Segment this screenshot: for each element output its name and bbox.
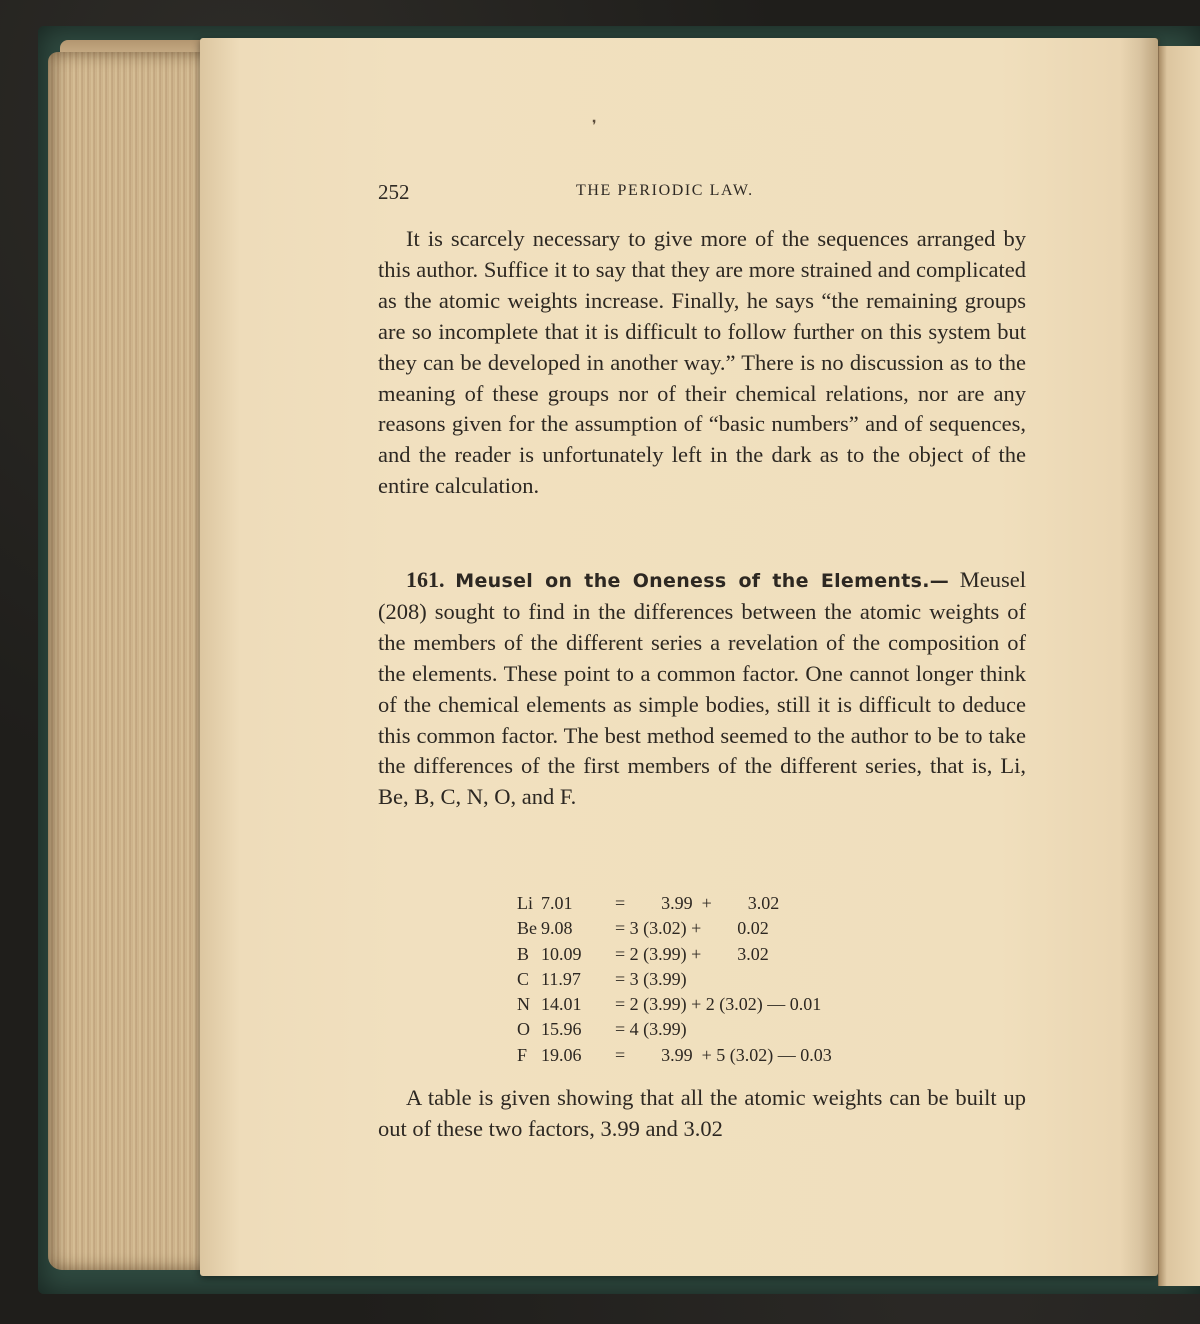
equation-expression: = 3 (3.02) + 0.02 (615, 918, 769, 939)
element-symbol: B (517, 943, 530, 964)
equation-table (517, 893, 917, 1070)
element-symbol: F (517, 1044, 528, 1065)
element-symbol: Li (517, 893, 533, 913)
atomic-weight: 14.01 (541, 994, 582, 1015)
atomic-weight: 15.96 (541, 1019, 582, 1040)
paragraph-text: Meusel (208) sought to find in the differences between the atomic weights of the members of the different series a revelation of the composition of the elements. These point to a common factor. One cannot longer think of the chemical elements as simple bodies, still it is difficult to deduce this common factor. The best method seemed to the author to be to take the differences of the first members of the different series, that is, Li, Be, B, C, N, O, and F. (378, 567, 1027, 810)
element-symbol: Be (517, 918, 537, 939)
equation-row (517, 994, 917, 1019)
equation-expression: = 3.99 + 3.02 (615, 893, 780, 913)
equation-row (517, 944, 917, 969)
equation-row (517, 969, 917, 994)
atomic-weight: 10.09 (541, 943, 582, 964)
equation-expression: = 2 (3.99) + 2 (3.02) — 0.01 (615, 994, 822, 1015)
equation-row (517, 1019, 917, 1044)
equation-expression: = 4 (3.99) (615, 1019, 687, 1040)
equation-row (517, 1045, 917, 1070)
atomic-weight: 11.97 (541, 968, 581, 989)
section-heading: Meusel on the Oneness of the Elements.— (455, 570, 950, 592)
element-symbol: O (517, 1019, 530, 1040)
running-title: THE PERIODIC LAW. (576, 182, 754, 199)
equation-row (517, 918, 917, 943)
ink-mark: ❜ (592, 118, 597, 134)
atomic-weight: 9.08 (541, 918, 573, 939)
equation-row (517, 893, 917, 918)
equation-expression: = 3.99 + 5 (3.02) — 0.03 (615, 1044, 832, 1065)
running-head (378, 180, 1018, 206)
equation-expression: = 3 (3.99) (615, 968, 687, 989)
page-number: 252 (378, 180, 410, 204)
atomic-weight: 19.06 (541, 1044, 582, 1065)
section-number: 161. (406, 567, 445, 592)
gutter-shadow (1120, 38, 1160, 1276)
atomic-weight: 7.01 (541, 893, 573, 913)
facing-page-edge (1158, 46, 1200, 1286)
element-symbol: N (517, 994, 530, 1015)
page-edges (48, 52, 223, 1270)
equation-expression: = 2 (3.99) + 3.02 (615, 943, 769, 964)
paragraph: A table is given showing that all the atomic weights can be built up out of these two factors, 3.99 and 3.02 (378, 1085, 1026, 1141)
paragraph: It is scarcely necessary to give more of the sequences arranged by this author. Suffice it to say that they are more strained and complicated as the atomic weights increase. Finally, he says “the remaining groups are so incomplete that it is difficult to follow further on this system but they can be developed in another way.” There is no discussion as to the meaning of these groups nor of their chemical relations, nor are any reasons given for the assumption of “basic numbers” and of sequences, and the reader is unfortunately left in the dark as to the object of the entire calculation. (378, 226, 1026, 499)
element-symbol: C (517, 968, 530, 989)
paragraph (378, 565, 1026, 813)
